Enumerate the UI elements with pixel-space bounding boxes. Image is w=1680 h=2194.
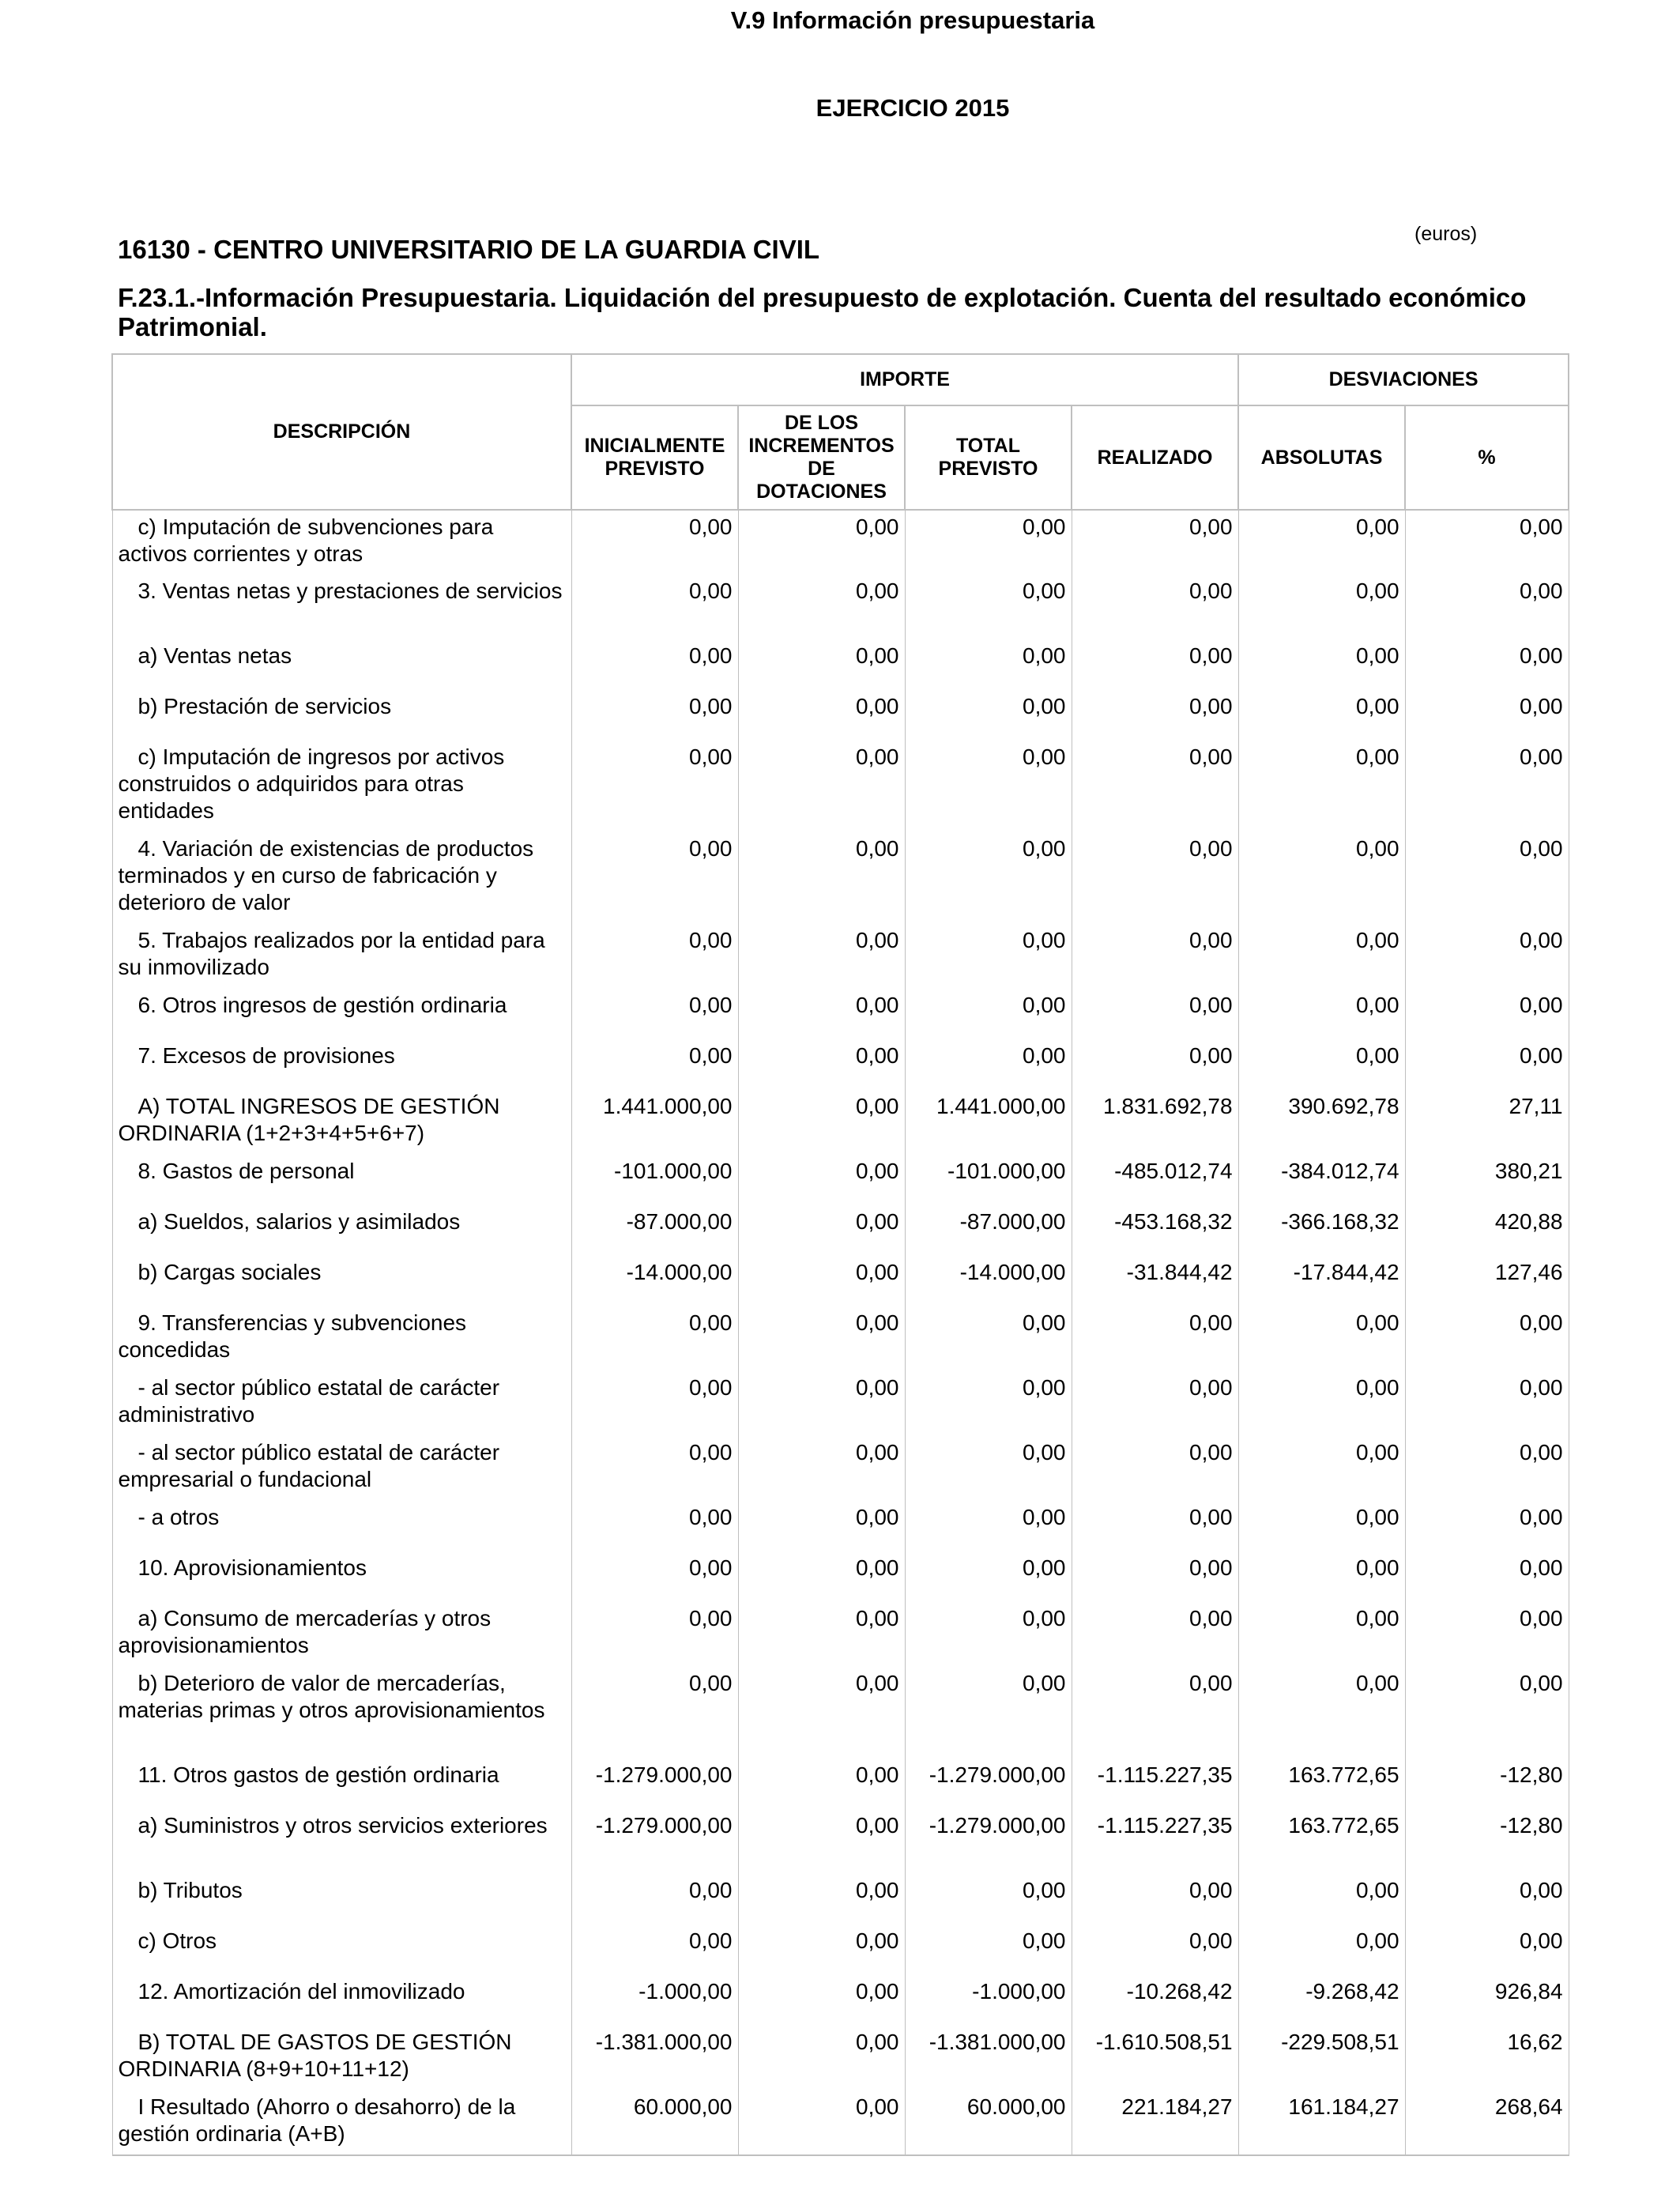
cell-absolutas: 0,00 <box>1238 510 1405 575</box>
table-row <box>112 1975 1569 2026</box>
row-description: b) Tributos <box>112 1874 571 1924</box>
cell-porcentaje: 0,00 <box>1405 1371 1569 1436</box>
col-header-inicialmente-previsto: INICIALMENTE PREVISTO <box>571 405 738 510</box>
cell-absolutas: 163.772,65 <box>1238 1809 1405 1874</box>
cell-absolutas: 0,00 <box>1238 1924 1405 1975</box>
col-header-absolutas: ABSOLUTAS <box>1238 405 1405 510</box>
cell-inicialmente-previsto: 1.441.000,00 <box>571 1090 738 1155</box>
cell-total-previsto: 0,00 <box>905 1924 1072 1975</box>
cell-inicialmente-previsto: 0,00 <box>571 1602 738 1667</box>
cell-porcentaje: 0,00 <box>1405 1039 1569 1090</box>
cell-realizado: -453.168,32 <box>1072 1205 1238 1256</box>
currency-units: (euros) <box>1414 223 1478 245</box>
cell-absolutas: 0,00 <box>1238 690 1405 741</box>
table-row <box>112 575 1569 639</box>
cell-realizado: -1.115.227,35 <box>1072 1759 1238 1809</box>
row-description: a) Ventas netas <box>112 639 571 690</box>
entity-name: 16130 - CENTRO UNIVERSITARIO DE LA GUARDIA CIVIL <box>118 235 820 264</box>
cell-porcentaje: 0,00 <box>1405 510 1569 575</box>
cell-total-previsto: 0,00 <box>905 989 1072 1039</box>
cell-porcentaje: 926,84 <box>1405 1975 1569 2026</box>
table-header <box>112 354 1569 510</box>
cell-realizado: 0,00 <box>1072 741 1238 832</box>
group-header-importe: IMPORTE <box>571 354 1238 405</box>
cell-inicialmente-previsto: 0,00 <box>571 924 738 989</box>
table-row <box>112 1306 1569 1371</box>
cell-realizado: 0,00 <box>1072 1501 1238 1551</box>
row-description: 6. Otros ingresos de gestión ordinaria <box>112 989 571 1039</box>
cell-total-previsto: 0,00 <box>905 924 1072 989</box>
cell-total-previsto: 0,00 <box>905 1436 1072 1501</box>
table-row <box>112 1667 1569 1759</box>
cell-total-previsto: -14.000,00 <box>905 1256 1072 1306</box>
cell-porcentaje: 0,00 <box>1405 1667 1569 1759</box>
cell-incrementos: 0,00 <box>738 575 905 639</box>
cell-incrementos: 0,00 <box>738 2090 905 2155</box>
table-row <box>112 1874 1569 1924</box>
cell-total-previsto: -1.279.000,00 <box>905 1759 1072 1809</box>
cell-incrementos: 0,00 <box>738 1256 905 1306</box>
cell-porcentaje: 0,00 <box>1405 1551 1569 1602</box>
cell-porcentaje: 380,21 <box>1405 1155 1569 1205</box>
col-header-realizado: REALIZADO <box>1072 405 1238 510</box>
cell-absolutas: -229.508,51 <box>1238 2026 1405 2090</box>
cell-incrementos: 0,00 <box>738 741 905 832</box>
row-description: 5. Trabajos realizados por la entidad para su inmovilizado <box>112 924 571 989</box>
cell-absolutas: 0,00 <box>1238 1436 1405 1501</box>
cell-total-previsto: 0,00 <box>905 1039 1072 1090</box>
row-description: a) Suministros y otros servicios exteriores <box>112 1809 571 1874</box>
cell-absolutas: -366.168,32 <box>1238 1205 1405 1256</box>
cell-total-previsto: 0,00 <box>905 1667 1072 1759</box>
cell-incrementos: 0,00 <box>738 1975 905 2026</box>
table-row <box>112 2090 1569 2155</box>
cell-total-previsto: 0,00 <box>905 832 1072 924</box>
cell-porcentaje: 0,00 <box>1405 1436 1569 1501</box>
section-title: V.9 Información presupuestaria <box>730 6 1095 34</box>
cell-inicialmente-previsto: -101.000,00 <box>571 1155 738 1205</box>
col-header-descripcion: DESCRIPCIÓN <box>112 354 571 510</box>
cell-realizado: 0,00 <box>1072 510 1238 575</box>
cell-porcentaje: 0,00 <box>1405 639 1569 690</box>
cell-realizado: -31.844,42 <box>1072 1256 1238 1306</box>
cell-porcentaje: 0,00 <box>1405 1874 1569 1924</box>
cell-total-previsto: 0,00 <box>905 690 1072 741</box>
cell-inicialmente-previsto: 0,00 <box>571 1874 738 1924</box>
table-row <box>112 1090 1569 1155</box>
cell-absolutas: -9.268,42 <box>1238 1975 1405 2026</box>
cell-inicialmente-previsto: 0,00 <box>571 575 738 639</box>
cell-incrementos: 0,00 <box>738 989 905 1039</box>
cell-total-previsto: 0,00 <box>905 1306 1072 1371</box>
cell-total-previsto: 0,00 <box>905 575 1072 639</box>
table-row <box>112 1155 1569 1205</box>
cell-porcentaje: -12,80 <box>1405 1759 1569 1809</box>
cell-absolutas: 0,00 <box>1238 1039 1405 1090</box>
cell-incrementos: 0,00 <box>738 639 905 690</box>
row-description: 9. Transferencias y subvenciones concedidas <box>112 1306 571 1371</box>
cell-realizado: 0,00 <box>1072 575 1238 639</box>
cell-incrementos: 0,00 <box>738 1667 905 1759</box>
row-description: I Resultado (Ahorro o desahorro) de la gestión ordinaria (A+B) <box>112 2090 571 2155</box>
cell-inicialmente-previsto: -14.000,00 <box>571 1256 738 1306</box>
cell-total-previsto: 0,00 <box>905 1371 1072 1436</box>
cell-absolutas: 0,00 <box>1238 1874 1405 1924</box>
cell-absolutas: 0,00 <box>1238 989 1405 1039</box>
cell-absolutas: 0,00 <box>1238 1667 1405 1759</box>
cell-absolutas: 0,00 <box>1238 575 1405 639</box>
cell-total-previsto: -101.000,00 <box>905 1155 1072 1205</box>
cell-inicialmente-previsto: 0,00 <box>571 1371 738 1436</box>
table-row <box>112 1039 1569 1090</box>
table-row <box>112 832 1569 924</box>
group-header-desviaciones: DESVIACIONES <box>1238 354 1569 405</box>
row-description: A) TOTAL INGRESOS DE GESTIÓN ORDINARIA (1+2+3+4+5+6+7) <box>112 1090 571 1155</box>
table-row <box>112 1602 1569 1667</box>
cell-absolutas: -384.012,74 <box>1238 1155 1405 1205</box>
cell-absolutas: 0,00 <box>1238 1501 1405 1551</box>
cell-absolutas: -17.844,42 <box>1238 1256 1405 1306</box>
table-row <box>112 989 1569 1039</box>
cell-incrementos: 0,00 <box>738 1874 905 1924</box>
cell-total-previsto: -1.381.000,00 <box>905 2026 1072 2090</box>
cell-realizado: -1.115.227,35 <box>1072 1809 1238 1874</box>
table-body <box>112 510 1569 2155</box>
cell-inicialmente-previsto: 0,00 <box>571 1039 738 1090</box>
cell-inicialmente-previsto: 0,00 <box>571 510 738 575</box>
budget-table <box>111 353 1569 2156</box>
cell-inicialmente-previsto: -87.000,00 <box>571 1205 738 1256</box>
row-description: c) Imputación de ingresos por activos construidos o adquiridos para otras entidades <box>112 741 571 832</box>
cell-total-previsto: 1.441.000,00 <box>905 1090 1072 1155</box>
cell-inicialmente-previsto: 0,00 <box>571 1306 738 1371</box>
cell-realizado: 221.184,27 <box>1072 2090 1238 2155</box>
cell-total-previsto: 0,00 <box>905 741 1072 832</box>
cell-absolutas: 0,00 <box>1238 1551 1405 1602</box>
cell-incrementos: 0,00 <box>738 1039 905 1090</box>
cell-realizado: 0,00 <box>1072 1924 1238 1975</box>
cell-inicialmente-previsto: 0,00 <box>571 1551 738 1602</box>
cell-inicialmente-previsto: 0,00 <box>571 1667 738 1759</box>
cell-incrementos: 0,00 <box>738 1371 905 1436</box>
cell-incrementos: 0,00 <box>738 1759 905 1809</box>
row-description: 7. Excesos de provisiones <box>112 1039 571 1090</box>
cell-total-previsto: 0,00 <box>905 1551 1072 1602</box>
row-description: c) Imputación de subvenciones para activos corrientes y otras <box>112 510 571 575</box>
col-header-total-previsto: TOTAL PREVISTO <box>905 405 1072 510</box>
cell-realizado: -1.610.508,51 <box>1072 2026 1238 2090</box>
cell-porcentaje: 420,88 <box>1405 1205 1569 1256</box>
row-description: b) Prestación de servicios <box>112 690 571 741</box>
cell-total-previsto: 0,00 <box>905 639 1072 690</box>
cell-total-previsto: 0,00 <box>905 1602 1072 1667</box>
row-description: 11. Otros gastos de gestión ordinaria <box>112 1759 571 1809</box>
cell-realizado: 0,00 <box>1072 1371 1238 1436</box>
cell-porcentaje: 0,00 <box>1405 1602 1569 1667</box>
table-row <box>112 1436 1569 1501</box>
cell-inicialmente-previsto: 0,00 <box>571 741 738 832</box>
cell-total-previsto: 0,00 <box>905 1874 1072 1924</box>
table-row <box>112 1501 1569 1551</box>
table-row <box>112 924 1569 989</box>
table-row <box>112 639 1569 690</box>
cell-absolutas: 0,00 <box>1238 1306 1405 1371</box>
cell-absolutas: 0,00 <box>1238 741 1405 832</box>
cell-absolutas: 0,00 <box>1238 1602 1405 1667</box>
row-description: a) Sueldos, salarios y asimilados <box>112 1205 571 1256</box>
cell-incrementos: 0,00 <box>738 1090 905 1155</box>
cell-inicialmente-previsto: 0,00 <box>571 1501 738 1551</box>
row-description: 10. Aprovisionamientos <box>112 1551 571 1602</box>
cell-realizado: -485.012,74 <box>1072 1155 1238 1205</box>
table-row <box>112 510 1569 575</box>
cell-total-previsto: 0,00 <box>905 1501 1072 1551</box>
cell-incrementos: 0,00 <box>738 832 905 924</box>
cell-total-previsto: 0,00 <box>905 510 1072 575</box>
cell-incrementos: 0,00 <box>738 1155 905 1205</box>
cell-realizado: 0,00 <box>1072 1436 1238 1501</box>
row-description: 4. Variación de existencias de productos terminados y en curso de fabricación y deterioro de valor <box>112 832 571 924</box>
cell-inicialmente-previsto: 0,00 <box>571 690 738 741</box>
cell-total-previsto: -1.279.000,00 <box>905 1809 1072 1874</box>
cell-porcentaje: 27,11 <box>1405 1090 1569 1155</box>
cell-absolutas: 0,00 <box>1238 924 1405 989</box>
cell-realizado: 0,00 <box>1072 832 1238 924</box>
row-description: - al sector público estatal de carácter administrativo <box>112 1371 571 1436</box>
cell-incrementos: 0,00 <box>738 1924 905 1975</box>
row-description: - a otros <box>112 1501 571 1551</box>
cell-incrementos: 0,00 <box>738 690 905 741</box>
cell-realizado: -10.268,42 <box>1072 1975 1238 2026</box>
table-row <box>112 1371 1569 1436</box>
cell-realizado: 0,00 <box>1072 1602 1238 1667</box>
cell-realizado: 0,00 <box>1072 1551 1238 1602</box>
cell-inicialmente-previsto: 0,00 <box>571 832 738 924</box>
cell-absolutas: 0,00 <box>1238 1371 1405 1436</box>
cell-porcentaje: 0,00 <box>1405 1306 1569 1371</box>
table-row <box>112 1256 1569 1306</box>
cell-incrementos: 0,00 <box>738 1809 905 1874</box>
cell-inicialmente-previsto: 0,00 <box>571 1436 738 1501</box>
cell-incrementos: 0,00 <box>738 1436 905 1501</box>
cell-incrementos: 0,00 <box>738 1551 905 1602</box>
cell-absolutas: 0,00 <box>1238 832 1405 924</box>
row-description: b) Deterioro de valor de mercaderías, materias primas y otros aprovisionamientos <box>112 1667 571 1759</box>
cell-inicialmente-previsto: -1.381.000,00 <box>571 2026 738 2090</box>
cell-incrementos: 0,00 <box>738 510 905 575</box>
cell-realizado: 0,00 <box>1072 1874 1238 1924</box>
cell-porcentaje: 0,00 <box>1405 1924 1569 1975</box>
row-description: c) Otros <box>112 1924 571 1975</box>
cell-absolutas: 161.184,27 <box>1238 2090 1405 2155</box>
table-row <box>112 1205 1569 1256</box>
table-row <box>112 1551 1569 1602</box>
cell-porcentaje: 16,62 <box>1405 2026 1569 2090</box>
cell-inicialmente-previsto: 60.000,00 <box>571 2090 738 2155</box>
cell-inicialmente-previsto: 0,00 <box>571 639 738 690</box>
cell-porcentaje: 0,00 <box>1405 741 1569 832</box>
cell-porcentaje: 0,00 <box>1405 690 1569 741</box>
exercise-year: EJERCICIO 2015 <box>816 94 1010 122</box>
cell-realizado: 1.831.692,78 <box>1072 1090 1238 1155</box>
cell-inicialmente-previsto: -1.000,00 <box>571 1975 738 2026</box>
cell-porcentaje: 0,00 <box>1405 924 1569 989</box>
cell-realizado: 0,00 <box>1072 639 1238 690</box>
col-header-porcentaje: % <box>1405 405 1569 510</box>
cell-incrementos: 0,00 <box>738 1602 905 1667</box>
row-description: a) Consumo de mercaderías y otros aprovisionamientos <box>112 1602 571 1667</box>
cell-inicialmente-previsto: 0,00 <box>571 989 738 1039</box>
report-title: F.23.1.-Información Presupuestaria. Liquidación del presupuesto de explotación. Cuenta del resultado económico Patrimonial. <box>118 283 1527 341</box>
cell-porcentaje: 268,64 <box>1405 2090 1569 2155</box>
table-row <box>112 2026 1569 2090</box>
table-row <box>112 690 1569 741</box>
cell-realizado: 0,00 <box>1072 1306 1238 1371</box>
cell-total-previsto: 60.000,00 <box>905 2090 1072 2155</box>
cell-incrementos: 0,00 <box>738 1306 905 1371</box>
row-description: 8. Gastos de personal <box>112 1155 571 1205</box>
cell-realizado: 0,00 <box>1072 989 1238 1039</box>
cell-absolutas: 163.772,65 <box>1238 1759 1405 1809</box>
cell-total-previsto: -87.000,00 <box>905 1205 1072 1256</box>
cell-porcentaje: 0,00 <box>1405 832 1569 924</box>
cell-realizado: 0,00 <box>1072 690 1238 741</box>
table-row <box>112 1759 1569 1809</box>
cell-realizado: 0,00 <box>1072 924 1238 989</box>
cell-inicialmente-previsto: -1.279.000,00 <box>571 1759 738 1809</box>
row-description: B) TOTAL DE GASTOS DE GESTIÓN ORDINARIA (8+9+10+11+12) <box>112 2026 571 2090</box>
cell-realizado: 0,00 <box>1072 1039 1238 1090</box>
cell-porcentaje: -12,80 <box>1405 1809 1569 1874</box>
row-description: 3. Ventas netas y prestaciones de servicios <box>112 575 571 639</box>
col-header-incrementos: DE LOS INCREMENTOS DE DOTACIONES <box>738 405 905 510</box>
cell-porcentaje: 127,46 <box>1405 1256 1569 1306</box>
cell-absolutas: 0,00 <box>1238 639 1405 690</box>
cell-porcentaje: 0,00 <box>1405 989 1569 1039</box>
row-description: 12. Amortización del inmovilizado <box>112 1975 571 2026</box>
cell-inicialmente-previsto: -1.279.000,00 <box>571 1809 738 1874</box>
row-description: b) Cargas sociales <box>112 1256 571 1306</box>
row-description: - al sector público estatal de carácter empresarial o fundacional <box>112 1436 571 1501</box>
table-row <box>112 1809 1569 1874</box>
table-row <box>112 1924 1569 1975</box>
cell-porcentaje: 0,00 <box>1405 575 1569 639</box>
cell-realizado: 0,00 <box>1072 1667 1238 1759</box>
cell-porcentaje: 0,00 <box>1405 1501 1569 1551</box>
cell-incrementos: 0,00 <box>738 924 905 989</box>
cell-absolutas: 390.692,78 <box>1238 1090 1405 1155</box>
table-row <box>112 741 1569 832</box>
cell-incrementos: 0,00 <box>738 1501 905 1551</box>
cell-incrementos: 0,00 <box>738 2026 905 2090</box>
cell-inicialmente-previsto: 0,00 <box>571 1924 738 1975</box>
cell-total-previsto: -1.000,00 <box>905 1975 1072 2026</box>
cell-incrementos: 0,00 <box>738 1205 905 1256</box>
